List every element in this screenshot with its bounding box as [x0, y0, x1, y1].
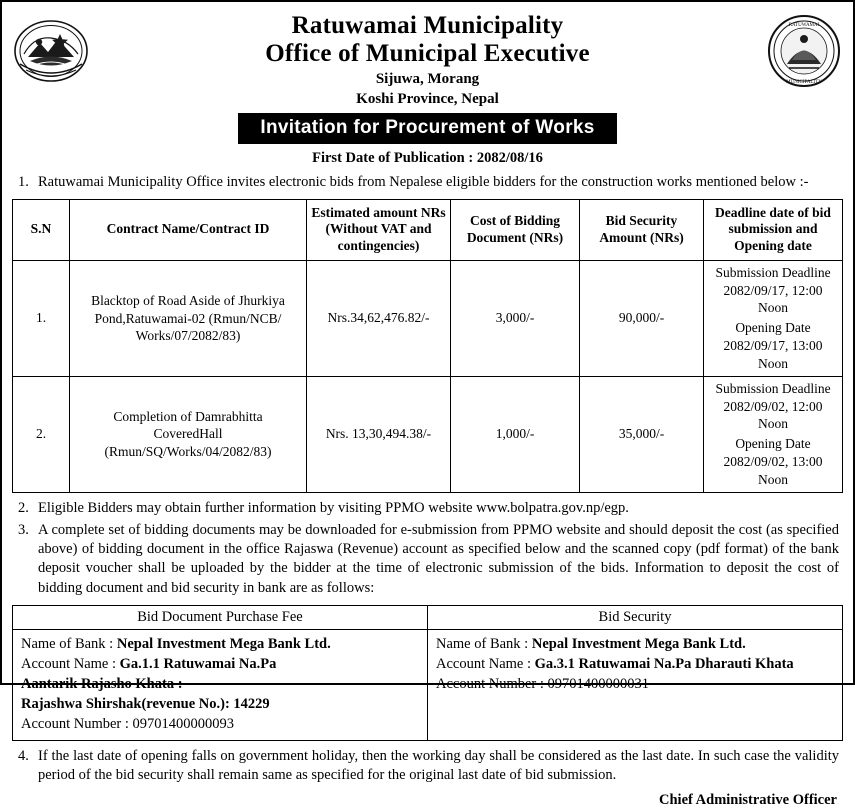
document-header [12, 8, 843, 109]
clause-4-text: If the last date of opening falls on government holiday, then the working day shall be considered as the last date. In such case the validity period of the bid security shall remain same as specified for the original last date of bid submission. [38, 748, 839, 784]
bank-header-row [13, 606, 843, 630]
table-header-row [13, 200, 843, 261]
row-2-estimated-amount: Nrs. 13,30,494.38/- [307, 376, 451, 492]
clause-2-number: 2. [18, 499, 29, 516]
bank-left-line-1 [21, 634, 419, 654]
bank-right-line-3 [436, 674, 834, 694]
row-2-cost: 1,000/- [451, 376, 580, 492]
bank-left-line-3-value: Aantarik Rajasho Khata : [21, 676, 183, 692]
header-titles [90, 12, 765, 109]
office-name: Office of Municipal Executive [265, 40, 590, 67]
row-1-cost: 3,000/- [451, 260, 580, 376]
row-2-deadline [704, 376, 843, 492]
row-2-opening-label: Opening Date [735, 436, 811, 452]
office-address: Sijuwa, Morang [375, 71, 480, 87]
row-2-name-line-2: CoveredHall [153, 426, 223, 442]
svg-text:RATUWAMAI: RATUWAMAI [788, 23, 820, 28]
row-1-estimated-amount: Nrs.34,62,476.82/- [307, 260, 451, 376]
row-1-contract-name [70, 260, 307, 376]
column-header-estimated-amount: Estimated amount NRs (Without VAT and contingencies) [307, 200, 451, 261]
clause-4 [12, 747, 843, 786]
clause-4-number: 4. [18, 748, 29, 764]
bank-left-line-1-value: Nepal Investment Mega Bank Ltd. [116, 636, 331, 652]
bank-header-purchase-fee: Bid Document Purchase Fee [13, 606, 428, 630]
clause-3 [12, 521, 843, 598]
bank-right-line-2-label: Account Name : [436, 656, 532, 672]
bank-left-line-4-value: Rajashwa Shirshak(revenue No.): 14229 [21, 696, 270, 712]
table-row [13, 376, 843, 492]
bank-right-line-1-label: Name of Bank : [436, 636, 529, 652]
row-1-name-line-1: Blacktop of Road Aside of Jhurkiya [91, 292, 285, 308]
row-1-bid-security: 90,000/- [580, 260, 704, 376]
bank-bid-security-details [428, 630, 843, 741]
column-header-sn: S.N [13, 200, 70, 261]
municipality-emblem-icon [765, 12, 843, 90]
row-2-opening-value: 2082/09/02, 13:00 Noon [723, 453, 823, 487]
bank-right-line-1 [436, 634, 834, 654]
column-header-bid-security: Bid Security Amount (NRs) [580, 200, 704, 261]
column-header-contract-name: Contract Name/Contract ID [70, 200, 307, 261]
clause-1-number: 1. [18, 174, 29, 190]
row-1-submission-label: Submission Deadline [715, 264, 831, 280]
row-2-name-line-1: Completion of Damrabhitta [113, 408, 263, 424]
bank-left-line-4 [21, 694, 419, 714]
bank-left-line-1-label: Name of Bank : [21, 636, 114, 652]
row-2-sn: 2. [13, 376, 70, 492]
bank-left-line-2-label: Account Name : [21, 656, 117, 672]
column-header-cost-of-bidding: Cost of Bidding Document (NRs) [451, 200, 580, 261]
row-1-deadline [704, 260, 843, 376]
bank-purchase-fee-details [13, 630, 428, 741]
row-1-opening-label: Opening Date [735, 320, 811, 336]
works-table [12, 199, 843, 492]
row-2-name-line-3: (Rmun/SQ/Works/04/2082/83) [104, 443, 272, 459]
row-2-submission-label: Submission Deadline [715, 380, 831, 396]
bank-right-line-2 [436, 654, 834, 674]
bank-left-line-3 [21, 674, 419, 694]
bank-left-line-2 [21, 654, 419, 674]
bank-right-line-1-value: Nepal Investment Mega Bank Ltd. [531, 636, 746, 652]
bank-left-line-5-value: 09701400000093 [132, 716, 235, 732]
clause-3-number: 3. [18, 521, 29, 538]
row-1-name-line-2: Pond,Ratuwamai-02 (Rmun/NCB/ [94, 310, 282, 326]
bank-right-line-3-value: 09701400000031 [547, 676, 650, 692]
signature-title: Chief Administrative Officer [659, 791, 837, 808]
bank-right-line-3-label: Account Number : [436, 676, 544, 692]
invitation-banner: Invitation for Procurement of Works [238, 113, 616, 144]
row-1-sn: 1. [13, 260, 70, 376]
row-1-name-line-3: Works/07/2082/83) [135, 328, 241, 344]
column-header-deadline: Deadline date of bid submission and Opening date [704, 200, 843, 261]
clause-3-text: A complete set of bidding documents may be downloaded for e-submission from PPMO website and should deposit the cost (as specified above) of bidding document in the office Rajaswa (Revenue) account as specified below and the scanned copy (pdf format) of the bank deposit voucher shall be uploaded by the bidder at the time of electronic submission of the bids. Information to deposit the cost of bidding document and bid security in bank are as follows: [38, 521, 839, 596]
clause-1 [12, 173, 843, 192]
bank-left-line-5-label: Account Number : [21, 716, 129, 732]
publication-date: First Date of Publication : 2082/08/16 [312, 150, 543, 166]
row-2-contract-name [70, 376, 307, 492]
clause-1-text: Ratuwamai Municipality Office invites electronic bids from Nepalese eligible bidders for the construction works mentioned below :- [38, 174, 809, 190]
bank-detail-row [13, 630, 843, 741]
organization-name: Ratuwamai Municipality [291, 12, 564, 39]
bank-header-bid-security: Bid Security [428, 606, 843, 630]
clause-2 [12, 499, 843, 518]
row-2-submission-value: 2082/09/02, 12:00 Noon [723, 398, 823, 432]
bank-right-line-2-value: Ga.3.1 Ratuwamai Na.Pa Dharauti Khata [534, 656, 794, 672]
table-row [13, 260, 843, 376]
bank-left-line-2-value: Ga.1.1 Ratuwamai Na.Pa [119, 656, 277, 672]
svg-text:MUNICIPALITY: MUNICIPALITY [786, 80, 822, 85]
invitation-banner-wrap [12, 113, 843, 144]
bank-left-line-5 [21, 714, 419, 734]
clause-2-text: Eligible Bidders may obtain further information by visiting PPMO website www.bolpatra.gov.np/egp. [38, 499, 629, 516]
bank-details-table [12, 605, 843, 741]
nepal-government-emblem-icon [12, 12, 90, 90]
row-2-bid-security: 35,000/- [580, 376, 704, 492]
row-1-submission-value: 2082/09/17, 12:00 Noon [723, 282, 823, 316]
row-1-opening-value: 2082/09/17, 13:00 Noon [723, 338, 823, 371]
office-province: Koshi Province, Nepal [356, 90, 499, 107]
